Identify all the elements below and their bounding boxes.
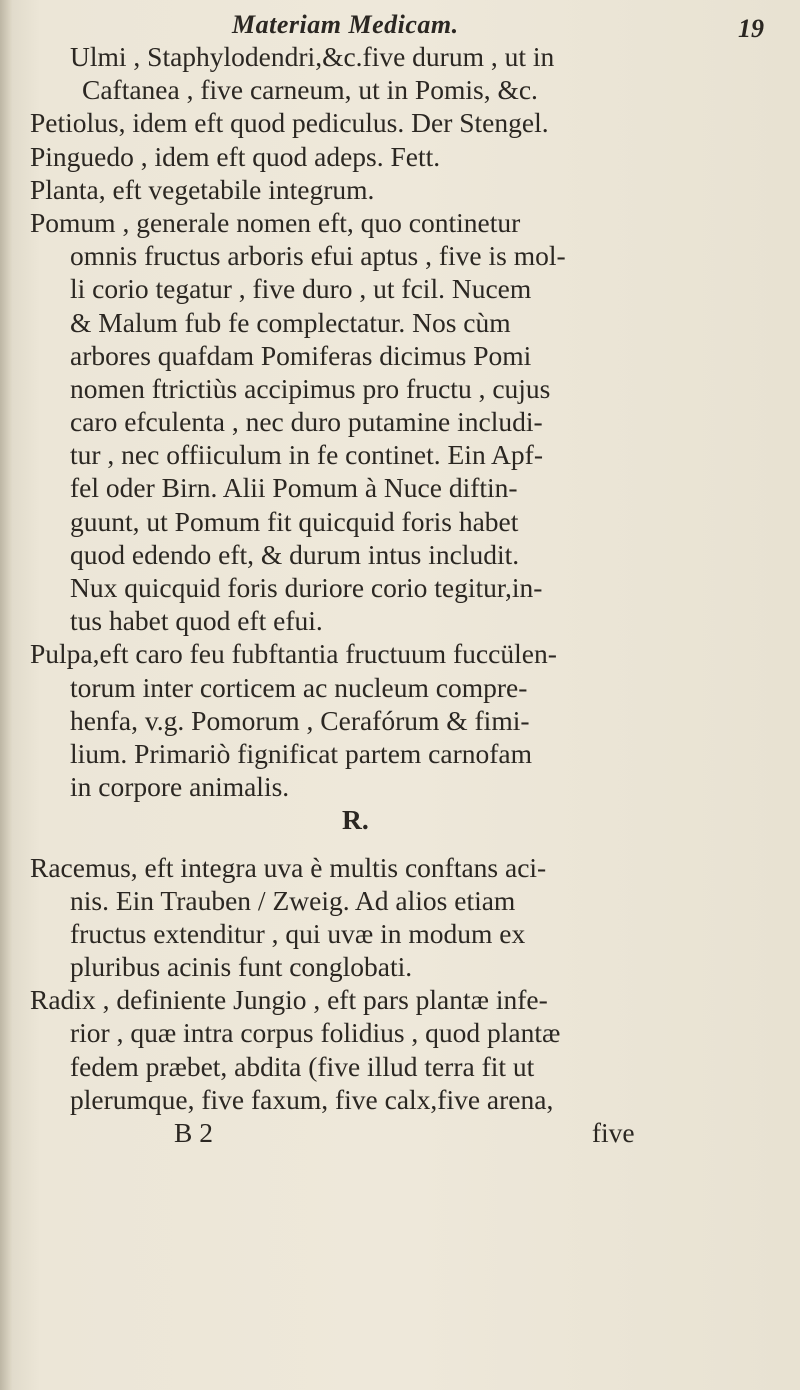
text-line: li corio tegatur , five duro , ut fcil. Nucem	[70, 273, 532, 305]
text-line: tur , nec offiiculum in fe continet. Ein Apf-	[70, 439, 543, 471]
text-line: fructus extenditur , qui uvæ in modum ex	[70, 917, 526, 949]
signature-mark: B 2	[174, 1117, 213, 1148]
text-body	[18, 40, 794, 1149]
text-line: torum inter corticem ac nucleum compre-	[70, 671, 528, 703]
text-line: in corpore animalis.	[70, 771, 290, 803]
catchword: five	[591, 1117, 635, 1148]
section-letter-r: R.	[342, 804, 369, 836]
text-line: plerumque, five faxum, five calx,five arena,	[70, 1083, 554, 1115]
running-head-title: Materiam Medicam.	[232, 10, 459, 39]
text-line: Ulmi , Staphylodendri,&c.five durum , ut in	[70, 41, 555, 72]
page-number: 19	[738, 14, 764, 43]
entry-petiolus: Petiolus, idem eft quod pediculus. Der Stengel.	[30, 107, 549, 139]
text-line: fel oder Birn. Alii Pomum à Nuce diftin-	[70, 472, 518, 504]
entry-radix: Radix , definiente Jungio , eft pars plantæ infe-	[30, 984, 548, 1016]
text-line: nis. Ein Trauben / Zweig. Ad alios etiam	[70, 884, 516, 916]
text-line: caro efculenta , nec duro putamine includi-	[70, 406, 543, 438]
running-head	[0, 10, 800, 42]
text-line: Nux quicquid foris duriore corio tegitur,in-	[70, 572, 543, 603]
text-line: rior , quæ intra corpus folidius , quod plantæ	[70, 1017, 561, 1049]
text-line: guunt, ut Pomum fit quicquid foris habet	[70, 505, 519, 537]
text-line: quod edendo eft, & durum intus includit.	[70, 538, 520, 570]
text-line: henfa, v.g. Pomorum , Cerafórum & fimi-	[70, 704, 530, 736]
footer-line	[18, 1116, 794, 1149]
text-line: arbores quafdam Pomiferas dicimus Pomi	[70, 339, 532, 371]
page-gutter	[0, 0, 12, 1390]
entry-pulpa: Pulpa,eft caro feu fubftantia fructuum fuccülen-	[30, 638, 557, 670]
text-line: Caftanea , five carneum, ut in Pomis, &c.	[82, 74, 538, 106]
text-line: lium. Primariò fignificat partem carnofam	[70, 737, 532, 769]
entry-pomum: Pomum , generale nomen eft, quo continetur	[30, 206, 521, 238]
text-line: tus habet quod eft efui.	[70, 605, 323, 637]
text-line: & Malum fub fe complectatur. Nos cùm	[70, 306, 511, 338]
text-line: pluribus acinis funt conglobati.	[70, 951, 413, 983]
text-line: fedem præbet, abdita (five illud terra fit ut	[70, 1050, 535, 1082]
section-spacer	[18, 837, 794, 851]
text-line: omnis fructus arboris efui aptus , five is mol-	[70, 240, 566, 272]
entry-planta: Planta, eft vegetabile integrum.	[30, 173, 375, 205]
entry-racemus: Racemus, eft integra uva è multis conftans aci-	[30, 851, 547, 883]
entry-pinguedo: Pinguedo , idem eft quod adeps. Fett.	[30, 140, 441, 172]
text-line: nomen ftrictiùs accipimus pro fructu , cujus	[70, 372, 551, 404]
